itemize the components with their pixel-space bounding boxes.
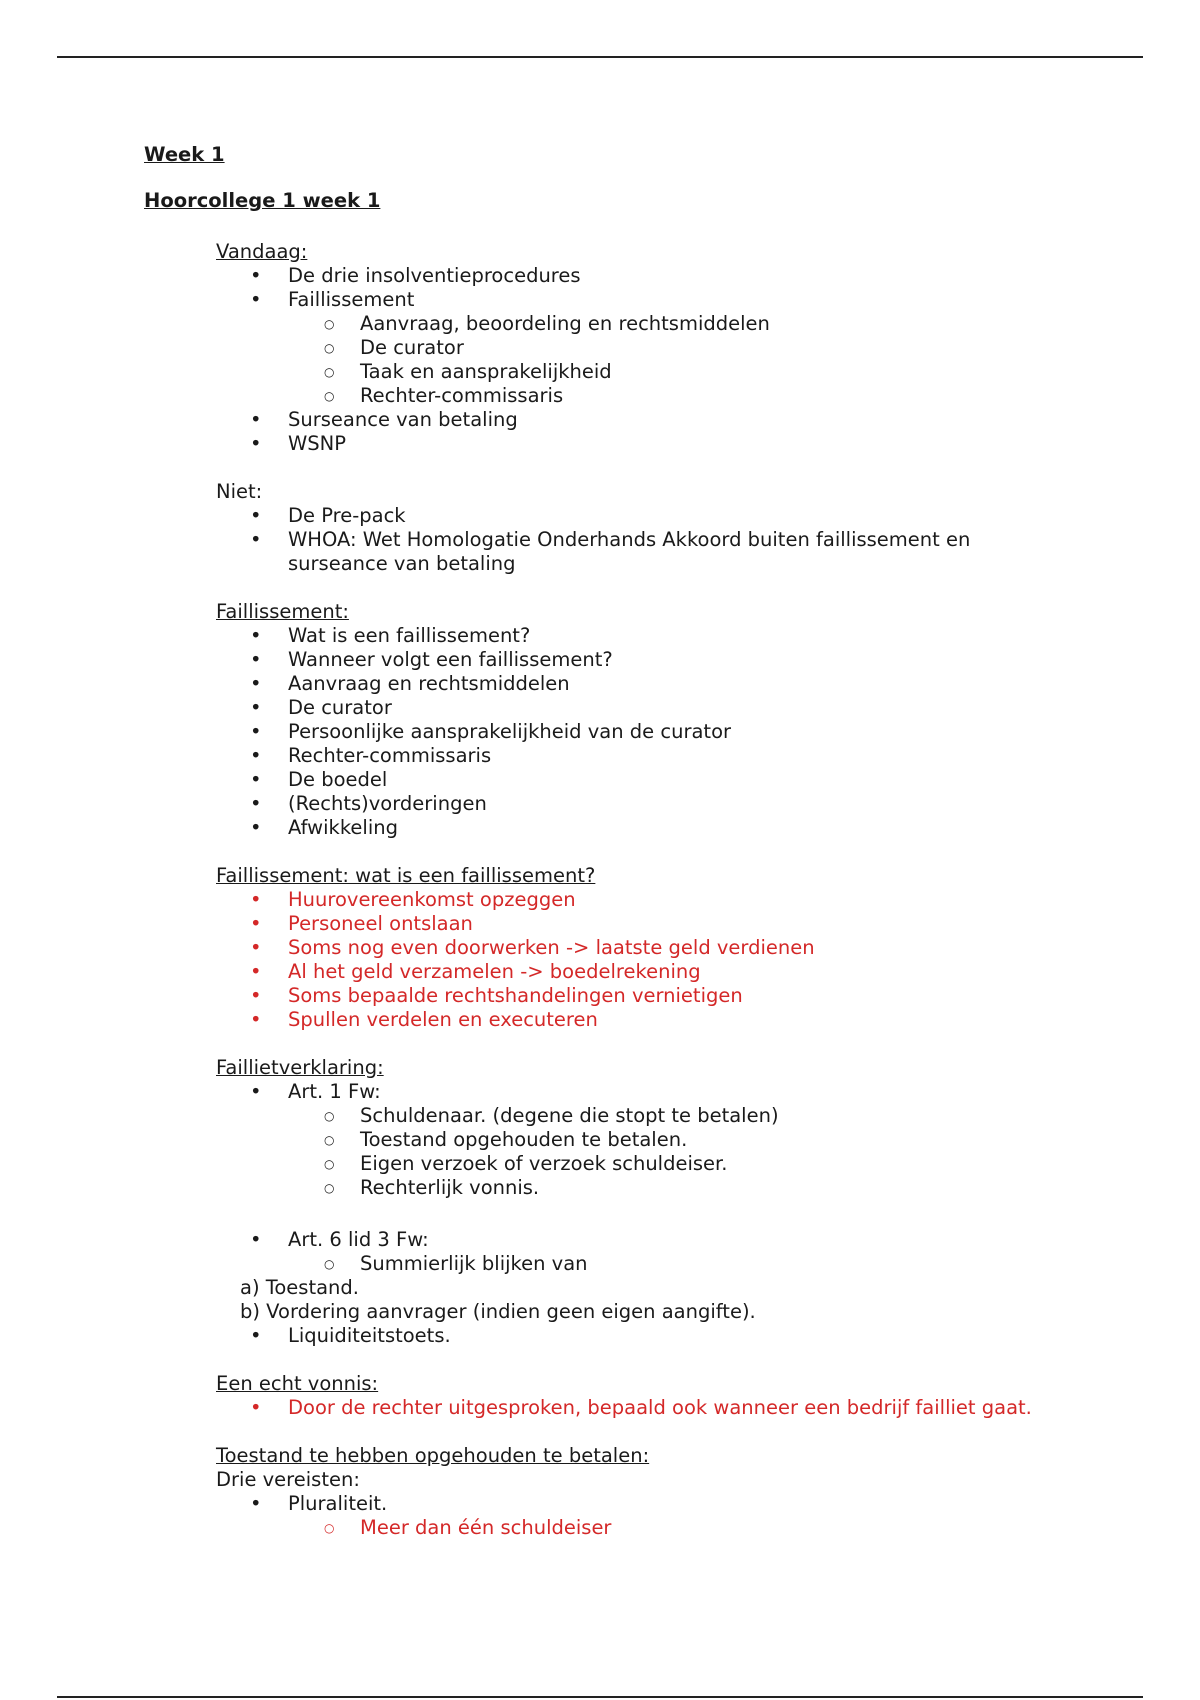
- sub-list-item: ○ De curator: [216, 336, 1044, 360]
- sub-list-item: ○ Toestand opgehouden te betalen.: [216, 1128, 1044, 1152]
- list-item: • De curator: [216, 696, 1044, 720]
- section-heading: Faillissement: wat is een faillissement?: [216, 864, 596, 887]
- section-wat-is: [216, 864, 1044, 1032]
- sub-list-item: ○ Eigen verzoek of verzoek schuldeiser.: [216, 1152, 1044, 1176]
- section-heading: Niet:: [216, 480, 263, 503]
- section-heading: Toestand te hebben opgehouden te betalen:: [216, 1444, 650, 1467]
- list-item: • Soms nog even doorwerken -> laatste geld verdienen: [216, 936, 1044, 960]
- list-item: • WHOA: Wet Homologatie Onderhands Akkoord buiten faillissement en surseance van betaling: [216, 528, 1044, 576]
- document-body: [144, 140, 1044, 1540]
- sub-list-item: ○ Schuldenaar. (degene die stopt te betalen): [216, 1104, 1044, 1128]
- section-heading: Vandaag:: [216, 240, 308, 263]
- page-title: Week 1: [144, 143, 225, 166]
- list-item: • Aanvraag en rechtsmiddelen: [216, 672, 1044, 696]
- section-heading: Een echt vonnis:: [216, 1372, 379, 1395]
- list-item: • De Pre-pack: [216, 504, 1044, 528]
- section-heading: Faillietverklaring:: [216, 1056, 384, 1079]
- list-item: • Al het geld verzamelen -> boedelrekening: [216, 960, 1044, 984]
- section-faillissement: [216, 600, 1044, 840]
- list-item: • De boedel: [216, 768, 1044, 792]
- lecture-title: Hoorcollege 1 week 1: [144, 189, 381, 212]
- lettered-item: a) Toestand.: [240, 1276, 359, 1299]
- section-heading: Faillissement:: [216, 600, 349, 623]
- list-item: • Wanneer volgt een faillissement?: [216, 648, 1044, 672]
- list-item: • Art. 6 lid 3 Fw:: [216, 1228, 1044, 1252]
- section-niet: [216, 480, 1044, 576]
- list-item: • Art. 1 Fw:: [216, 1080, 1044, 1104]
- list-item: • Pluraliteit.: [216, 1492, 1044, 1516]
- section-toestand: [216, 1444, 1044, 1540]
- list-item: • Spullen verdelen en executeren: [216, 1008, 1044, 1032]
- list-item: • Huurovereenkomst opzeggen: [216, 888, 1044, 912]
- list-item: • Personeel ontslaan: [216, 912, 1044, 936]
- list-item: • (Rechts)vorderingen: [216, 792, 1044, 816]
- sub-list-item: ○ Taak en aansprakelijkheid: [216, 360, 1044, 384]
- sub-heading: Drie vereisten:: [216, 1468, 360, 1491]
- top-rule: [57, 56, 1143, 58]
- list-item: • De drie insolventieprocedures: [216, 264, 1044, 288]
- list-item: • Soms bepaalde rechtshandelingen vernietigen: [216, 984, 1044, 1008]
- lettered-item: b) Vordering aanvrager (indien geen eigen aangifte).: [240, 1300, 756, 1323]
- list-item: • Surseance van betaling: [216, 408, 1044, 432]
- sub-list-item: ○ Summierlijk blijken van: [216, 1252, 1044, 1276]
- list-item: • Persoonlijke aansprakelijkheid van de curator: [216, 720, 1044, 744]
- section-vonnis: [216, 1372, 1044, 1420]
- list-item: • Faillissement: [216, 288, 1044, 312]
- sub-list-item: ○ Meer dan één schuldeiser: [216, 1516, 1044, 1540]
- list-item: • WSNP: [216, 432, 1044, 456]
- list-item: • Wat is een faillissement?: [216, 624, 1044, 648]
- section-faillietverklaring: [216, 1056, 1044, 1348]
- list-item: • Afwikkeling: [216, 816, 1044, 840]
- list-item: • Door de rechter uitgesproken, bepaald ook wanneer een bedrijf failliet gaat.: [216, 1396, 1044, 1420]
- sub-list-item: ○ Rechter-commissaris: [216, 384, 1044, 408]
- bottom-rule: [57, 1696, 1143, 1698]
- sub-list-item: ○ Aanvraag, beoordeling en rechtsmiddelen: [216, 312, 1044, 336]
- sub-list-item: ○ Rechterlijk vonnis.: [216, 1176, 1044, 1200]
- section-vandaag: [216, 240, 1044, 456]
- list-item: • Rechter-commissaris: [216, 744, 1044, 768]
- list-item: • Liquiditeitstoets.: [216, 1324, 1044, 1348]
